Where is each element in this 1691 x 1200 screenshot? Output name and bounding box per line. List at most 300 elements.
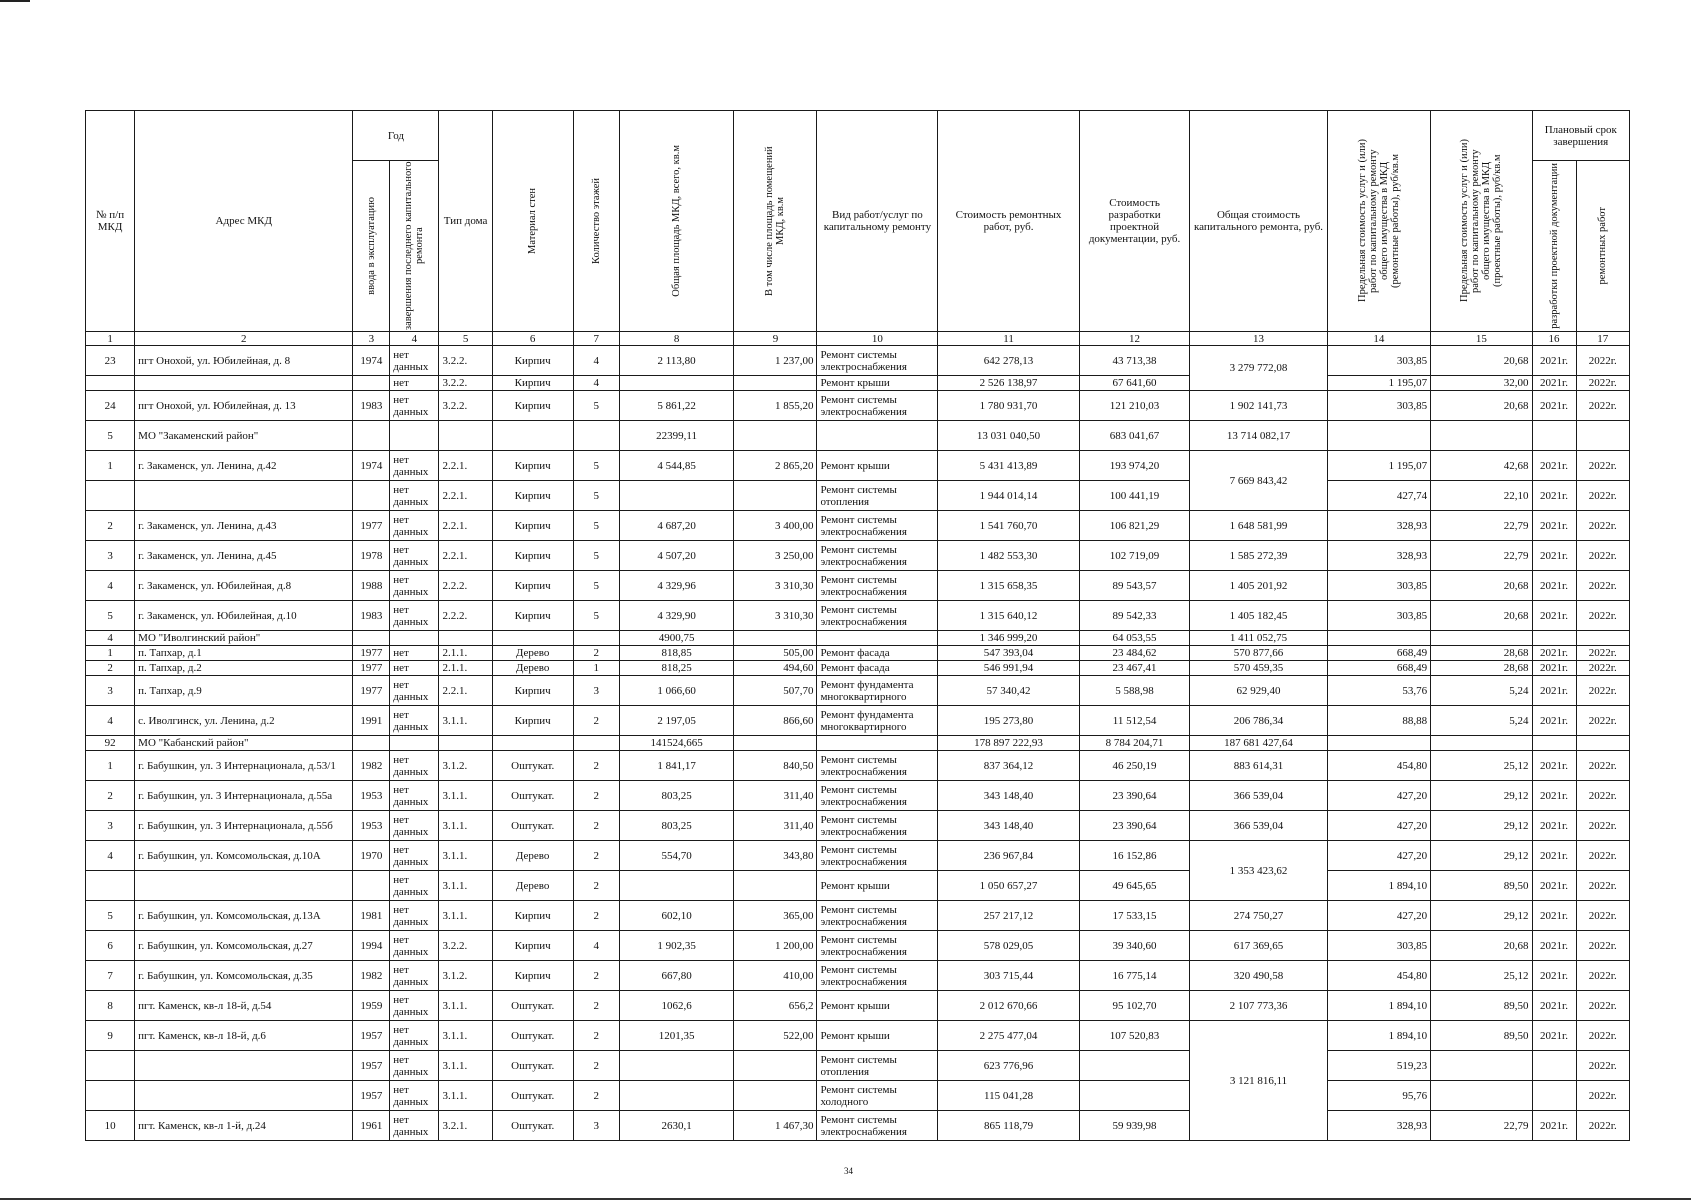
cell: 2022г. [1576, 376, 1629, 391]
table-body [86, 346, 1630, 1141]
cell: Ремонт системы электроснабжения [817, 571, 938, 601]
cell: 25,12 [1431, 751, 1532, 781]
cell: 1977 [353, 661, 390, 676]
header-num: № п/п МКД [86, 111, 135, 332]
cell: 2021г. [1532, 346, 1576, 376]
cell: 23 390,64 [1079, 781, 1190, 811]
cell: Дерево [492, 841, 573, 871]
header-deadline-design: разработки проектной документации [1532, 161, 1576, 332]
cell: 67 641,60 [1079, 376, 1190, 391]
cell: 2 [573, 901, 619, 931]
cell: 5,24 [1431, 676, 1532, 706]
cell: 1953 [353, 811, 390, 841]
cell: 2 [573, 1081, 619, 1111]
cell: 5 [573, 601, 619, 631]
table-row [86, 931, 1630, 961]
header-max-cost-repair: Предельная стоимость услуг и (или) работ по капитальному ремонту общего имущества в МКД (ремонтные работы), руб/кв.м [1327, 111, 1430, 332]
cell: 1 405 182,45 [1190, 601, 1327, 631]
table-row [86, 376, 1630, 391]
cell [353, 376, 390, 391]
cell: 257 217,12 [938, 901, 1079, 931]
cell [573, 631, 619, 646]
cell: п. Тапхар, д.1 [135, 646, 353, 661]
cell: 328,93 [1327, 511, 1430, 541]
cell: 20,68 [1431, 601, 1532, 631]
cell [390, 421, 439, 451]
cell: 840,50 [734, 751, 817, 781]
cell: 11 512,54 [1079, 706, 1190, 736]
cell: 623 776,96 [938, 1051, 1079, 1081]
cell: 28,68 [1431, 646, 1532, 661]
cell: 1977 [353, 511, 390, 541]
cell: 1953 [353, 781, 390, 811]
cell: 2021г. [1532, 376, 1576, 391]
cell: 95 102,70 [1079, 991, 1190, 1021]
cell: 554,70 [619, 841, 734, 871]
table-row [86, 901, 1630, 931]
cell: 13 031 040,50 [938, 421, 1079, 451]
table-row [86, 481, 1630, 511]
cell: 2 012 670,66 [938, 991, 1079, 1021]
cell: нет данных [390, 451, 439, 481]
cell: пгт. Каменск, кв-л 18-й, д.54 [135, 991, 353, 1021]
cell: 2022г. [1576, 961, 1629, 991]
cell: Кирпич [492, 961, 573, 991]
table-row [86, 1051, 1630, 1081]
cell: 1 585 272,39 [1190, 541, 1327, 571]
cell: нет данных [390, 961, 439, 991]
column-number: 17 [1576, 332, 1629, 346]
cell: нет данных [390, 931, 439, 961]
cell: 1991 [353, 706, 390, 736]
cell: 2021г. [1532, 1111, 1576, 1141]
cell: 5 [86, 901, 135, 931]
cell: 236 967,84 [938, 841, 1079, 871]
cell: нет [390, 661, 439, 676]
cell [1532, 736, 1576, 751]
cell: Кирпич [492, 346, 573, 376]
cell: 2.1.1. [439, 646, 492, 661]
cell: 2 [573, 961, 619, 991]
cell: 1 482 553,30 [938, 541, 1079, 571]
cell [734, 631, 817, 646]
cell [390, 736, 439, 751]
table-row [86, 991, 1630, 1021]
cell: г. Закаменск, ул. Ленина, д.43 [135, 511, 353, 541]
cell: 2 [573, 841, 619, 871]
cell: 837 364,12 [938, 751, 1079, 781]
cell: 43 713,38 [1079, 346, 1190, 376]
cell: 4 [86, 571, 135, 601]
cell: 4 329,96 [619, 571, 734, 601]
cell: 1 780 931,70 [938, 391, 1079, 421]
cell [1327, 631, 1430, 646]
cell [1431, 1081, 1532, 1111]
cell: 24 [86, 391, 135, 421]
cell: Ремонт системы отопления [817, 1051, 938, 1081]
cell: 2.2.2. [439, 601, 492, 631]
cell: 2021г. [1532, 571, 1576, 601]
cell: Ремонт системы электроснабжения [817, 391, 938, 421]
column-number: 4 [390, 332, 439, 346]
cell: нет данных [390, 781, 439, 811]
cell: 2 526 138,97 [938, 376, 1079, 391]
cell: нет данных [390, 1021, 439, 1051]
cell: 1 237,00 [734, 346, 817, 376]
cell: 1957 [353, 1081, 390, 1111]
header-premises-area: В том числе площадь помещений МКД, кв.м [734, 111, 817, 332]
cell: нет [390, 376, 439, 391]
table-row [86, 811, 1630, 841]
cell: пгт. Каменск, кв-л 18-й, д.6 [135, 1021, 353, 1051]
cell: 1 195,07 [1327, 451, 1430, 481]
cell: 2021г. [1532, 511, 1576, 541]
cell [1431, 736, 1532, 751]
cell: 89,50 [1431, 871, 1532, 901]
cell: 121 210,03 [1079, 391, 1190, 421]
cell: Кирпич [492, 706, 573, 736]
cell: Оштукат. [492, 811, 573, 841]
table-row [86, 391, 1630, 421]
cell: нет данных [390, 481, 439, 511]
cell: 427,74 [1327, 481, 1430, 511]
cell: 365,00 [734, 901, 817, 931]
cell: 1959 [353, 991, 390, 1021]
cell: 1 [86, 451, 135, 481]
cell: 10 [86, 1111, 135, 1141]
cell: 2 [573, 706, 619, 736]
cell: 3.2.1. [439, 1111, 492, 1141]
cell: 20,68 [1431, 346, 1532, 376]
cell: 178 897 222,93 [938, 736, 1079, 751]
cell: Ремонт системы холодного [817, 1081, 938, 1111]
cell: 89 543,57 [1079, 571, 1190, 601]
cell: г. Закаменск, ул. Юбилейная, д.10 [135, 601, 353, 631]
cell: 2022г. [1576, 451, 1629, 481]
cell [135, 481, 353, 511]
cell: 2 [86, 511, 135, 541]
cell: Ремонт фасада [817, 661, 938, 676]
cell: 2021г. [1532, 751, 1576, 781]
cell: нет [390, 646, 439, 661]
cell: 303,85 [1327, 346, 1430, 376]
cell: 2021г. [1532, 676, 1576, 706]
cell: 2 113,80 [619, 346, 734, 376]
cell [1576, 736, 1629, 751]
cell: 107 520,83 [1079, 1021, 1190, 1051]
table-row [86, 841, 1630, 871]
cell [1576, 631, 1629, 646]
cell: 59 939,98 [1079, 1111, 1190, 1141]
cell [1532, 1051, 1576, 1081]
cell: Кирпич [492, 451, 573, 481]
cell: 2021г. [1532, 646, 1576, 661]
column-number: 3 [353, 332, 390, 346]
table-row [86, 571, 1630, 601]
district-total-row [86, 736, 1630, 751]
cell: 1 944 014,14 [938, 481, 1079, 511]
cell: Оштукат. [492, 1081, 573, 1111]
cell: 2021г. [1532, 1021, 1576, 1051]
cell: пгт Онохой, ул. Юбилейная, д. 8 [135, 346, 353, 376]
cell: 865 118,79 [938, 1111, 1079, 1141]
cell: Ремонт фундамента многоквартирного [817, 706, 938, 736]
cell: 2022г. [1576, 706, 1629, 736]
cell: 17 533,15 [1079, 901, 1190, 931]
cell: 193 974,20 [1079, 451, 1190, 481]
cell: 195 273,80 [938, 706, 1079, 736]
merged-total-cost: 7 669 843,42 [1190, 451, 1327, 511]
cell: 22,10 [1431, 481, 1532, 511]
cell: Оштукат. [492, 1111, 573, 1141]
cell: 1988 [353, 571, 390, 601]
cell: 3.1.1. [439, 901, 492, 931]
cell: 1957 [353, 1051, 390, 1081]
cell: 642 278,13 [938, 346, 1079, 376]
cell: 4 [86, 631, 135, 646]
cell: 1982 [353, 961, 390, 991]
table-row [86, 751, 1630, 781]
cell: 16 775,14 [1079, 961, 1190, 991]
cell: 2021г. [1532, 781, 1576, 811]
header-wall-material: Материал стен [492, 111, 573, 332]
table-row [86, 676, 1630, 706]
cell: Ремонт системы электроснабжения [817, 601, 938, 631]
cell: 20,68 [1431, 931, 1532, 961]
cell: 2 [573, 751, 619, 781]
cell: Кирпич [492, 511, 573, 541]
cell: 2 [573, 646, 619, 661]
cell: 818,85 [619, 646, 734, 661]
cell: 89,50 [1431, 991, 1532, 1021]
cell: 64 053,55 [1079, 631, 1190, 646]
cell: 3 [86, 541, 135, 571]
cell: 106 821,29 [1079, 511, 1190, 541]
cell [1327, 736, 1430, 751]
cell: 3.2.2. [439, 376, 492, 391]
column-number: 9 [734, 332, 817, 346]
cell: 3.2.2. [439, 931, 492, 961]
cell: 1977 [353, 676, 390, 706]
cell [353, 481, 390, 511]
cell: 2021г. [1532, 871, 1576, 901]
cell: 2.1.1. [439, 661, 492, 676]
cell [353, 871, 390, 901]
cell: Оштукат. [492, 1021, 573, 1051]
cell: 505,00 [734, 646, 817, 661]
cell: 3.1.2. [439, 961, 492, 991]
cell: 602,10 [619, 901, 734, 931]
cell [353, 736, 390, 751]
cell: 2022г. [1576, 841, 1629, 871]
cell: 3.1.1. [439, 781, 492, 811]
cell: Кирпич [492, 391, 573, 421]
cell: 2 [573, 871, 619, 901]
cell: 311,40 [734, 781, 817, 811]
cell [86, 871, 135, 901]
cell: Кирпич [492, 676, 573, 706]
cell: Дерево [492, 646, 573, 661]
table-row [86, 511, 1630, 541]
cell: 427,20 [1327, 781, 1430, 811]
cell: 89,50 [1431, 1021, 1532, 1051]
cell [734, 421, 817, 451]
cell [573, 421, 619, 451]
cell [619, 1081, 734, 1111]
cell: 8 [86, 991, 135, 1021]
cell: 1062,6 [619, 991, 734, 1021]
cell: 5,24 [1431, 706, 1532, 736]
cell: 1982 [353, 751, 390, 781]
cell: 2021г. [1532, 661, 1576, 676]
cell [1327, 421, 1430, 451]
column-number: 12 [1079, 332, 1190, 346]
cell [734, 871, 817, 901]
cell [1079, 1081, 1190, 1111]
cell: 427,20 [1327, 901, 1430, 931]
cell [135, 1051, 353, 1081]
cell: 53,76 [1327, 676, 1430, 706]
cell: 2022г. [1576, 346, 1629, 376]
cell: 46 250,19 [1079, 751, 1190, 781]
cell: г. Бабушкин, ул. Комсомольская, д.27 [135, 931, 353, 961]
cell: 2 275 477,04 [938, 1021, 1079, 1051]
cell: 2021г. [1532, 901, 1576, 931]
cell: 1 [86, 751, 135, 781]
cell: нет данных [390, 901, 439, 931]
cell: 3.2.2. [439, 346, 492, 376]
cell: 2022г. [1576, 931, 1629, 961]
cell: 3.1.1. [439, 841, 492, 871]
cell: 5 [86, 421, 135, 451]
cell: Дерево [492, 661, 573, 676]
cell [817, 736, 938, 751]
cell: г. Бабушкин, ул. Комсомольская, д.10А [135, 841, 353, 871]
cell [1532, 631, 1576, 646]
cell: Оштукат. [492, 751, 573, 781]
header-year-group: Год [353, 111, 439, 161]
cell: 2021г. [1532, 991, 1576, 1021]
cell: 2.2.1. [439, 511, 492, 541]
cell [1431, 1051, 1532, 1081]
header-work-type: Вид работ/услуг по капитальному ремонту [817, 111, 938, 332]
cell: 2022г. [1576, 511, 1629, 541]
cell: 2.2.2. [439, 571, 492, 601]
cell: 1 066,60 [619, 676, 734, 706]
cell: 683 041,67 [1079, 421, 1190, 451]
cell: 1 902,35 [619, 931, 734, 961]
cell: Ремонт системы электроснабжения [817, 781, 938, 811]
cell: нет данных [390, 511, 439, 541]
cell: 2021г. [1532, 811, 1576, 841]
cell: Кирпич [492, 541, 573, 571]
cell [573, 736, 619, 751]
cell [619, 871, 734, 901]
cell: 2022г. [1576, 676, 1629, 706]
cell: 5 861,22 [619, 391, 734, 421]
cell: 4 544,85 [619, 451, 734, 481]
cell: 1994 [353, 931, 390, 961]
cell: 2022г. [1576, 1111, 1629, 1141]
cell: 328,93 [1327, 1111, 1430, 1141]
cell: 23 [86, 346, 135, 376]
cell: 2 [573, 781, 619, 811]
cell [353, 631, 390, 646]
cell [619, 481, 734, 511]
cell [353, 421, 390, 451]
cell: 2022г. [1576, 901, 1629, 931]
cell: 1 050 657,27 [938, 871, 1079, 901]
cell: 4 [86, 841, 135, 871]
table-row [86, 646, 1630, 661]
cell: 25,12 [1431, 961, 1532, 991]
cell [734, 1051, 817, 1081]
header-design-cost: Стоимость разработки проектной документации, руб. [1079, 111, 1190, 332]
cell: 29,12 [1431, 901, 1532, 931]
cell: г. Бабушкин, ул. 3 Интернационала, д.55б [135, 811, 353, 841]
cell: 57 340,42 [938, 676, 1079, 706]
cell: Ремонт системы электроснабжения [817, 1111, 938, 1141]
cell: 5 [573, 391, 619, 421]
cell [86, 481, 135, 511]
cell: 2021г. [1532, 451, 1576, 481]
cell: 5 [573, 451, 619, 481]
cell: 2022г. [1576, 646, 1629, 661]
column-number: 7 [573, 332, 619, 346]
repair-register-table [85, 110, 1630, 1141]
cell: Оштукат. [492, 991, 573, 1021]
cell: 49 645,65 [1079, 871, 1190, 901]
cell: 1 [86, 646, 135, 661]
cell: г. Бабушкин, ул. Комсомольская, д.35 [135, 961, 353, 991]
cell: 274 750,27 [1190, 901, 1327, 931]
cell [1431, 631, 1532, 646]
cell: Ремонт системы электроснабжения [817, 901, 938, 931]
cell: 1970 [353, 841, 390, 871]
cell: 343 148,40 [938, 781, 1079, 811]
cell: 1957 [353, 1021, 390, 1051]
cell: 454,80 [1327, 961, 1430, 991]
header-year-commission: ввода в эксплуатацию [353, 161, 390, 332]
cell: 2.2.1. [439, 676, 492, 706]
cell: 2022г. [1576, 1081, 1629, 1111]
cell: 3.1.1. [439, 706, 492, 736]
cell [619, 1051, 734, 1081]
table-row [86, 1081, 1630, 1111]
cell: 578 029,05 [938, 931, 1079, 961]
cell: 2 [573, 1021, 619, 1051]
cell: 328,93 [1327, 541, 1430, 571]
cell: 1983 [353, 391, 390, 421]
cell [439, 736, 492, 751]
page-number: 34 [844, 1166, 853, 1176]
cell: 32,00 [1431, 376, 1532, 391]
column-number: 2 [135, 332, 353, 346]
cell: п. Тапхар, д.2 [135, 661, 353, 676]
cell: 617 369,65 [1190, 931, 1327, 961]
cell: 1 648 581,99 [1190, 511, 1327, 541]
cell: 3.1.1. [439, 871, 492, 901]
cell: Ремонт системы электроснабжения [817, 541, 938, 571]
cell: 42,68 [1431, 451, 1532, 481]
table-row [86, 871, 1630, 901]
cell: 668,49 [1327, 661, 1430, 676]
cell: 366 539,04 [1190, 781, 1327, 811]
district-total-row [86, 631, 1630, 646]
cell [135, 376, 353, 391]
cell: 2022г. [1576, 481, 1629, 511]
cell [817, 421, 938, 451]
